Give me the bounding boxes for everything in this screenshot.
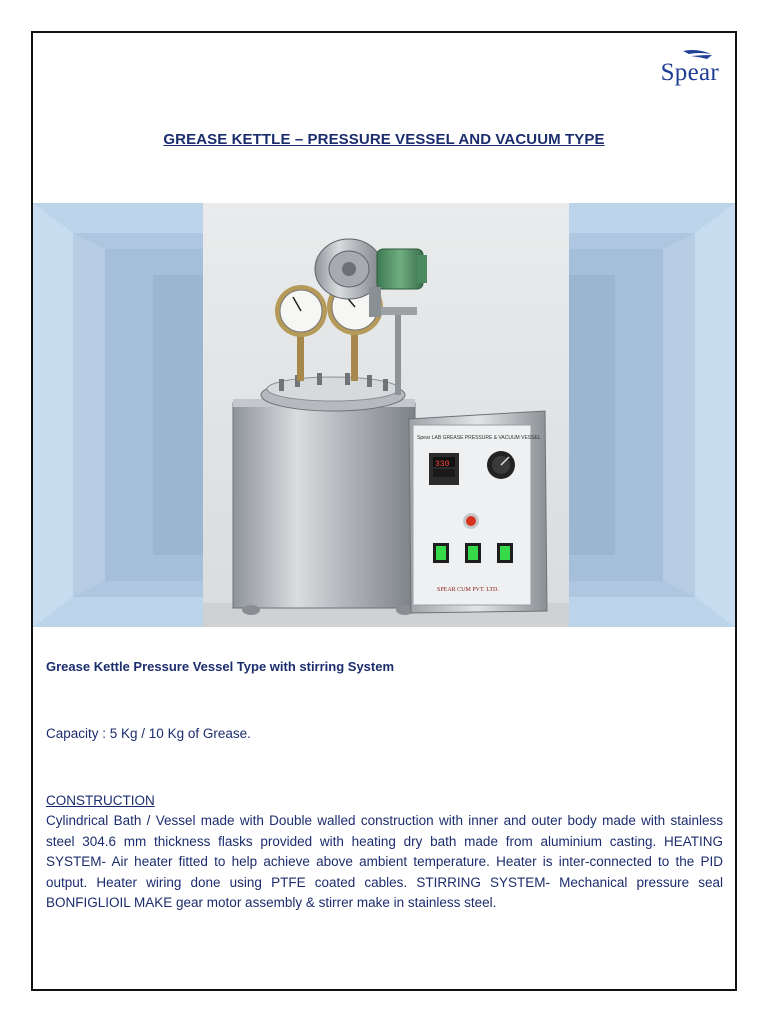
pid-display-reading: 330 xyxy=(435,460,450,469)
capacity-text: Capacity : 5 Kg / 10 Kg of Grease. xyxy=(46,726,251,741)
page-frame xyxy=(31,31,737,991)
logo-text: Spear xyxy=(660,59,719,86)
product-photo xyxy=(33,203,735,627)
spear-logo xyxy=(649,47,719,87)
product-subtitle: Grease Kettle Pressure Vessel Type with stirring System xyxy=(46,659,395,674)
page-title: GREASE KETTLE – PRESSURE VESSEL AND VACUUM TYPE xyxy=(163,131,605,148)
product-photo-illustration xyxy=(33,203,735,627)
panel-header-label: Spear LAB GREASE PRESSURE & VACUUM VESSEL xyxy=(417,435,541,441)
maker-plate-label: SPEAR CUM PVT. LTD. xyxy=(437,587,499,593)
construction-heading: CONSTRUCTION xyxy=(46,793,155,808)
construction-description: Cylindrical Bath / Vessel made with Double walled construction with inner and outer body made with stainless steel 304.6 mm thickness flasks provided with heating dry bath made from aluminium casting. HEATING SYSTEM- Air heater fitted to help achieve above ambient temperature. Heater is inter-connected to the PID output. Heater wiring done using PTFE coated cables. STIRRING SYSTEM- Mechanical pressure seal BONFIGLIOIL MAKE gear motor assembly & stirrer make in stainless steel. xyxy=(46,813,723,910)
